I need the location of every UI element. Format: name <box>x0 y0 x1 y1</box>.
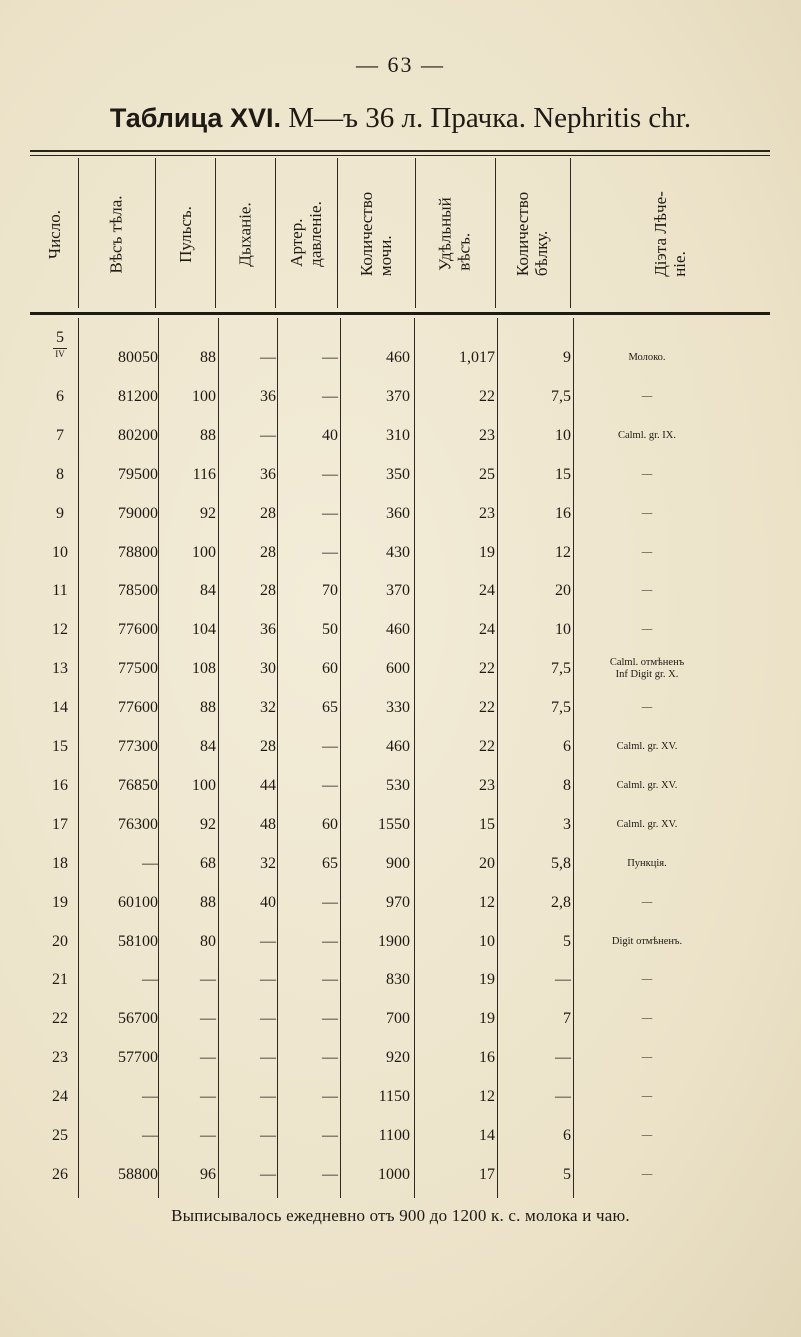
table-title <box>0 102 801 135</box>
header-specific-gravity: Удѣльный вѣсъ. <box>435 197 474 271</box>
cell-weight: 80200 <box>118 427 158 444</box>
cell-pulse: 92 <box>200 505 216 522</box>
cell-weight: 58100 <box>118 933 158 950</box>
cell-resp: — <box>260 1049 276 1066</box>
cell-bp: — <box>322 1049 338 1066</box>
cell-note: — <box>641 1052 653 1063</box>
cell-day: 24 <box>52 1088 68 1105</box>
table-row <box>0 610 801 650</box>
cell-sg: 12 <box>479 894 495 911</box>
cell-bp: — <box>322 971 338 988</box>
cell-urine: 970 <box>386 894 410 911</box>
cell-sg: 22 <box>479 660 495 677</box>
cell-day: 22 <box>52 1010 68 1027</box>
cell-resp: — <box>260 1010 276 1027</box>
table-row <box>0 1038 801 1078</box>
cell-protein: 5 <box>563 933 571 950</box>
header-rule <box>30 312 770 315</box>
cell-note: — <box>641 702 653 713</box>
cell-sg: 24 <box>479 621 495 638</box>
table-row <box>0 649 801 689</box>
cell-bp: 60 <box>322 816 338 833</box>
cell-day: 20 <box>52 933 68 950</box>
table-row <box>0 571 801 611</box>
cell-note: Calml. gr. XV. <box>616 780 678 791</box>
cell-urine: 370 <box>386 388 410 405</box>
cell-day: 13 <box>52 660 68 677</box>
cell-urine: 330 <box>386 699 410 716</box>
cell-pulse: 68 <box>200 855 216 872</box>
cell-urine: 830 <box>386 971 410 988</box>
cell-bp: — <box>322 894 338 911</box>
cell-bp: — <box>322 388 338 405</box>
cell-urine: 530 <box>386 777 410 794</box>
cell-note: — <box>641 547 653 558</box>
cell-protein: 7 <box>563 1010 571 1027</box>
cell-protein: 9 <box>563 349 571 366</box>
table-row <box>0 883 801 923</box>
cell-day: 17 <box>52 816 68 833</box>
table-row <box>0 727 801 767</box>
cell-weight: — <box>142 855 158 872</box>
cell-day: 14 <box>52 699 68 716</box>
cell-pulse: — <box>200 1010 216 1027</box>
cell-day: 21 <box>52 971 68 988</box>
cell-urine: 310 <box>386 427 410 444</box>
cell-note: Calml. gr. IX. <box>617 430 677 441</box>
cell-day: 8 <box>56 466 64 483</box>
cell-weight: 78500 <box>118 582 158 599</box>
cell-note: — <box>641 508 653 519</box>
cell-urine: 1000 <box>378 1166 410 1183</box>
header-urine-volume: Количество мочи. <box>357 191 396 277</box>
cell-sg: 22 <box>479 738 495 755</box>
cell-resp: — <box>260 933 276 950</box>
cell-note: Calml. отмѣненъ Inf Digit gr. X. <box>609 657 685 680</box>
cell-resp: 32 <box>260 855 276 872</box>
cell-pulse: 84 <box>200 582 216 599</box>
table-row <box>0 999 801 1039</box>
cell-note: — <box>641 974 653 985</box>
cell-day: 12 <box>52 621 68 638</box>
cell-resp: 48 <box>260 816 276 833</box>
cell-bp: — <box>322 777 338 794</box>
cell-bp: — <box>322 466 338 483</box>
cell-protein: 5 <box>563 1166 571 1183</box>
cell-protein: 12 <box>555 544 571 561</box>
table-subtitle: М—ъ 36 л. Прачка. Nephritis chr. <box>288 102 692 134</box>
cell-protein: 7,5 <box>551 699 571 716</box>
cell-pulse: 88 <box>200 894 216 911</box>
cell-urine: 370 <box>386 582 410 599</box>
cell-sg: 22 <box>479 699 495 716</box>
cell-day: 26 <box>52 1166 68 1183</box>
table-row <box>0 766 801 806</box>
cell-note: — <box>641 624 653 635</box>
cell-sg: 22 <box>479 388 495 405</box>
cell-note: — <box>641 1091 653 1102</box>
header-blood-pressure: Артер. давленіе. <box>287 201 325 267</box>
cell-urine: 700 <box>386 1010 410 1027</box>
cell-weight: 80050 <box>118 349 158 366</box>
table-row <box>0 922 801 962</box>
table-row <box>0 1116 801 1156</box>
cell-weight: 76300 <box>118 816 158 833</box>
table-row <box>0 377 801 417</box>
cell-protein: 5,8 <box>551 855 571 872</box>
cell-resp: — <box>260 1166 276 1183</box>
cell-sg: 25 <box>479 466 495 483</box>
cell-pulse: 84 <box>200 738 216 755</box>
cell-weight: 60100 <box>118 894 158 911</box>
cell-resp: 40 <box>260 894 276 911</box>
cell-bp: 65 <box>322 855 338 872</box>
cell-note: — <box>641 1130 653 1141</box>
cell-urine: 1100 <box>378 1127 410 1144</box>
table-label: Таблица XVI. <box>109 103 281 133</box>
cell-pulse: — <box>200 971 216 988</box>
cell-day: 10 <box>52 544 68 561</box>
cell-pulse: 92 <box>200 816 216 833</box>
cell-urine: 460 <box>386 621 410 638</box>
cell-protein: 8 <box>563 777 571 794</box>
cell-weight: 56700 <box>118 1010 158 1027</box>
header-respiration: Дыханіе. <box>235 201 255 267</box>
cell-bp: — <box>322 505 338 522</box>
cell-weight: 76850 <box>118 777 158 794</box>
cell-resp: 36 <box>260 388 276 405</box>
cell-weight: 78800 <box>118 544 158 561</box>
header-protein: Количество бѣлку. <box>513 191 552 277</box>
cell-resp: 36 <box>260 621 276 638</box>
cell-pulse: — <box>200 1127 216 1144</box>
cell-bp: — <box>322 1166 338 1183</box>
cell-bp: — <box>322 738 338 755</box>
table-row <box>0 688 801 728</box>
cell-bp: 70 <box>322 582 338 599</box>
cell-urine: 430 <box>386 544 410 561</box>
cell-day: 18 <box>52 855 68 872</box>
cell-note: — <box>641 1013 653 1024</box>
cell-weight: — <box>142 971 158 988</box>
cell-pulse: 100 <box>192 777 216 794</box>
table-row <box>0 805 801 845</box>
cell-urine: 600 <box>386 660 410 677</box>
cell-pulse: — <box>200 1088 216 1105</box>
cell-bp: 40 <box>322 427 338 444</box>
cell-sg: 12 <box>479 1088 495 1105</box>
cell-bp: 60 <box>322 660 338 677</box>
cell-resp: — <box>260 1127 276 1144</box>
cell-resp: 44 <box>260 777 276 794</box>
cell-resp: 28 <box>260 544 276 561</box>
cell-day: 16 <box>52 777 68 794</box>
cell-note: Calml. gr. XV. <box>616 741 678 752</box>
cell-sg: 1,017 <box>459 349 495 366</box>
cell-resp: — <box>260 427 276 444</box>
cell-urine: 1550 <box>378 816 410 833</box>
table-row <box>0 533 801 573</box>
cell-sg: 14 <box>479 1127 495 1144</box>
cell-resp: 36 <box>260 466 276 483</box>
cell-pulse: 108 <box>192 660 216 677</box>
cell-resp: 30 <box>260 660 276 677</box>
cell-note: — <box>641 1169 653 1180</box>
cell-day: 7 <box>56 427 64 444</box>
cell-protein: — <box>555 971 571 988</box>
cell-note: Молоко. <box>628 352 666 363</box>
cell-note: — <box>641 469 653 480</box>
cell-protein: 16 <box>555 505 571 522</box>
cell-weight: 77300 <box>118 738 158 755</box>
cell-protein: 3 <box>563 816 571 833</box>
cell-bp: — <box>322 544 338 561</box>
cell-resp: — <box>260 971 276 988</box>
cell-sg: 20 <box>479 855 495 872</box>
cell-sg: 17 <box>479 1166 495 1183</box>
cell-resp: 28 <box>260 505 276 522</box>
table-row <box>0 1077 801 1117</box>
cell-note: Digit отмѣненъ. <box>611 936 683 947</box>
cell-sg: 23 <box>479 427 495 444</box>
cell-bp: — <box>322 1088 338 1105</box>
cell-weight: 58800 <box>118 1166 158 1183</box>
cell-sg: 24 <box>479 582 495 599</box>
cell-day: 6 <box>56 388 64 405</box>
cell-bp: — <box>322 349 338 366</box>
cell-resp: — <box>260 1088 276 1105</box>
cell-note: — <box>641 897 653 908</box>
cell-bp: — <box>322 933 338 950</box>
cell-sg: 19 <box>479 1010 495 1027</box>
first-row-day <box>40 330 80 359</box>
table-row <box>0 455 801 495</box>
cell-resp: — <box>260 349 276 366</box>
cell-pulse: — <box>200 1049 216 1066</box>
cell-pulse: 100 <box>192 388 216 405</box>
cell-weight: — <box>142 1088 158 1105</box>
top-rule <box>30 150 770 152</box>
cell-weight: 79500 <box>118 466 158 483</box>
cell-sg: 15 <box>479 816 495 833</box>
cell-weight: — <box>142 1127 158 1144</box>
first-row-month: IV <box>53 348 67 359</box>
cell-note: Calml. gr. XV. <box>616 819 678 830</box>
cell-pulse: 88 <box>200 349 216 366</box>
cell-sg: 16 <box>479 1049 495 1066</box>
cell-urine: 920 <box>386 1049 410 1066</box>
header-diet-treatment: Діэта Лѣче- ніе. <box>650 191 689 277</box>
cell-bp: 50 <box>322 621 338 638</box>
cell-pulse: 104 <box>192 621 216 638</box>
table-row <box>0 844 801 884</box>
cell-urine: 460 <box>386 349 410 366</box>
header-day: Число. <box>44 209 64 259</box>
cell-day: 15 <box>52 738 68 755</box>
cell-weight: 57700 <box>118 1049 158 1066</box>
cell-sg: 23 <box>479 777 495 794</box>
table-row <box>0 1155 801 1195</box>
footnote: Выписывалось ежедневно отъ 900 до 1200 к. с. молока и чаю. <box>171 1206 630 1225</box>
cell-weight: 77600 <box>118 699 158 716</box>
cell-day: 9 <box>56 505 64 522</box>
cell-weight: 79000 <box>118 505 158 522</box>
cell-weight: 77600 <box>118 621 158 638</box>
cell-urine: 350 <box>386 466 410 483</box>
cell-pulse: 88 <box>200 427 216 444</box>
cell-sg: 19 <box>479 971 495 988</box>
cell-resp: 32 <box>260 699 276 716</box>
cell-protein: 7,5 <box>551 660 571 677</box>
top-rule-thin <box>30 155 770 156</box>
cell-pulse: 100 <box>192 544 216 561</box>
cell-pulse: 80 <box>200 933 216 950</box>
cell-sg: 19 <box>479 544 495 561</box>
cell-resp: 28 <box>260 582 276 599</box>
cell-protein: — <box>555 1088 571 1105</box>
cell-day: 11 <box>52 582 68 599</box>
first-row-day-number: 5 <box>56 329 64 346</box>
cell-protein: — <box>555 1049 571 1066</box>
cell-protein: 6 <box>563 1127 571 1144</box>
table-row <box>0 960 801 1000</box>
cell-bp: 65 <box>322 699 338 716</box>
cell-note: — <box>641 585 653 596</box>
cell-protein: 10 <box>555 621 571 638</box>
cell-day: 23 <box>52 1049 68 1066</box>
cell-protein: 2,8 <box>551 894 571 911</box>
cell-bp: — <box>322 1127 338 1144</box>
cell-protein: 7,5 <box>551 388 571 405</box>
cell-protein: 20 <box>555 582 571 599</box>
cell-note: — <box>641 391 653 402</box>
cell-resp: 28 <box>260 738 276 755</box>
page-number: — 63 — <box>356 52 445 77</box>
cell-urine: 1150 <box>378 1088 410 1105</box>
cell-day: 25 <box>52 1127 68 1144</box>
cell-note: Пункція. <box>627 858 667 869</box>
cell-day: 19 <box>52 894 68 911</box>
table-row <box>0 494 801 534</box>
cell-sg: 23 <box>479 505 495 522</box>
cell-urine: 360 <box>386 505 410 522</box>
cell-weight: 81200 <box>118 388 158 405</box>
header-pulse: Пульсъ. <box>175 205 195 263</box>
header-weight: Вѣсъ тѣла. <box>107 194 126 274</box>
table-row <box>0 416 801 456</box>
cell-urine: 460 <box>386 738 410 755</box>
cell-pulse: 88 <box>200 699 216 716</box>
cell-urine: 1900 <box>378 933 410 950</box>
cell-protein: 6 <box>563 738 571 755</box>
cell-protein: 15 <box>555 466 571 483</box>
cell-weight: 77500 <box>118 660 158 677</box>
cell-protein: 10 <box>555 427 571 444</box>
cell-urine: 900 <box>386 855 410 872</box>
table-row <box>0 338 801 378</box>
cell-sg: 10 <box>479 933 495 950</box>
cell-pulse: 116 <box>192 466 216 483</box>
cell-bp: — <box>322 1010 338 1027</box>
cell-pulse: 96 <box>200 1166 216 1183</box>
